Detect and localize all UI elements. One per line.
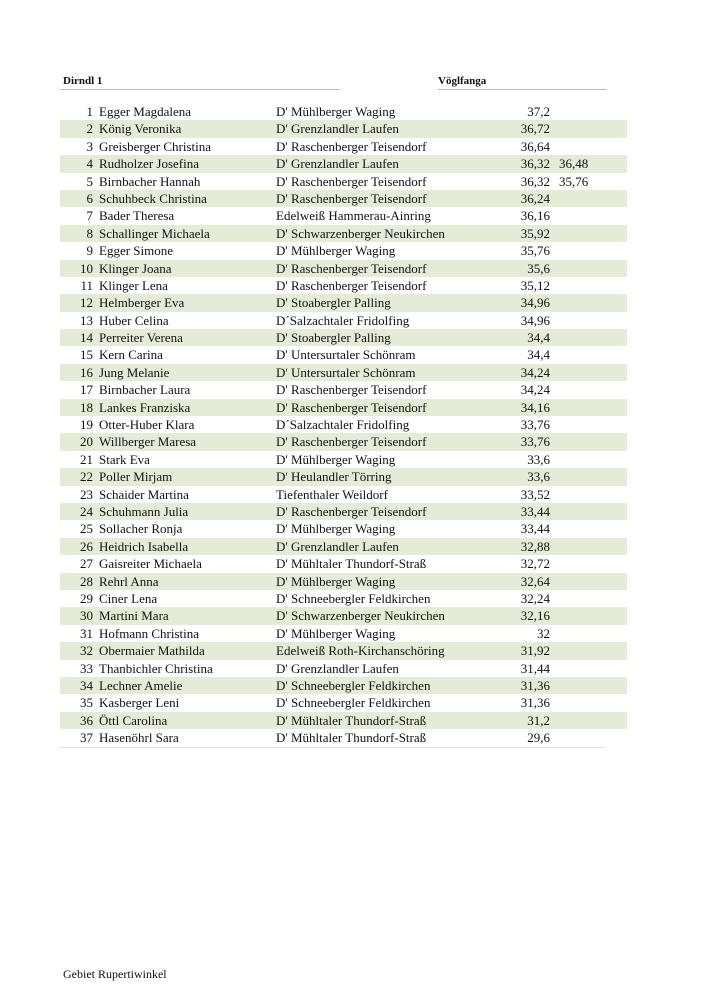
rank-cell: 7 [86,208,93,224]
name-cell: Heidrich Isabella [99,538,189,554]
table-row [60,155,627,172]
rank-cell: 19 [80,417,93,433]
club-cell: D' Schwarzenberger Neukirchen [276,608,445,624]
table-row [60,451,627,468]
score-cell: 36,16 [520,208,550,224]
rank-cell: 9 [86,243,93,259]
name-cell: Hasenöhrl Sara [99,730,179,746]
club-cell: D' Schneebergler Feldkirchen [276,695,431,711]
score-cell: 35,76 [520,243,550,259]
table-row [60,468,627,485]
discipline-heading: Vöglfanga [438,75,487,87]
rank-cell: 34 [80,677,93,693]
name-cell: Thanbichler Christina [99,660,213,676]
club-cell: D' Heulandler Törring [276,469,392,485]
score-cell: 34,4 [527,347,550,363]
name-cell: Martini Mara [99,608,169,624]
club-cell: D' Raschenberger Teisendorf [276,190,427,206]
table-row [60,399,627,416]
heading-rule-right [438,89,606,90]
table-row [60,433,627,450]
rank-cell: 33 [80,660,93,676]
club-cell: D' Raschenberger Teisendorf [276,138,427,154]
club-cell: D' Raschenberger Teisendorf [276,503,427,519]
name-cell: Egger Magdalena [99,104,192,119]
table-row [60,207,627,224]
page-footer: Gebiet Rupertiwinkel [63,967,167,981]
club-cell: Edelweiß Roth-Kirchanschöring [276,643,445,659]
name-cell: Rehrl Anna [99,573,159,589]
table-row [60,642,627,659]
score-cell: 34,96 [520,312,550,328]
score-cell: 32,16 [520,608,550,624]
table-row [60,120,627,137]
table-row [60,607,627,624]
club-cell: D' Stoabergler Palling [276,330,391,346]
table-row [60,242,627,259]
club-cell: D' Stoabergler Palling [276,295,391,311]
club-cell: D' Grenzlandler Laufen [276,156,399,172]
rank-cell: 20 [80,434,93,450]
rank-cell: 35 [80,695,93,711]
rank-cell: 13 [80,312,93,328]
club-cell: D' Grenzlandler Laufen [276,660,399,676]
club-cell: D' Mühltaler Thundorf-Straß [276,730,427,746]
rank-cell: 29 [80,590,93,606]
name-cell: Helmberger Eva [99,295,185,311]
name-cell: Lechner Amelie [99,677,183,693]
name-cell: Birnbacher Hannah [99,173,201,189]
rank-cell: 6 [86,190,93,206]
name-cell: Otter-Huber Klara [99,417,195,433]
name-cell: Kern Carina [99,347,163,363]
table-row [60,416,627,433]
club-cell: D' Mühlberger Waging [276,573,396,589]
rank-cell: 18 [80,399,93,415]
club-cell: D' Untersurtaler Schönram [276,347,416,363]
rank-cell: 30 [80,608,93,624]
score-cell: 36,32 [520,173,550,189]
extra-score-cell: 36,48 [559,156,589,172]
score-cell: 33,52 [520,486,550,502]
score-cell: 34,24 [520,364,550,380]
name-cell: Poller Mirjam [99,469,173,485]
rank-cell: 25 [80,521,93,537]
category-heading: Dirndl 1 [63,75,103,87]
name-cell: Perreiter Verena [99,330,183,346]
club-cell: D' Raschenberger Teisendorf [276,382,427,398]
table-row [60,225,627,242]
table-row [60,260,627,277]
name-cell: Sollacher Ronja [99,521,183,537]
name-cell: Ciner Lena [99,590,158,606]
score-cell: 31,44 [520,660,550,676]
club-cell: D' Schneebergler Feldkirchen [276,590,431,606]
table-row [60,555,627,572]
score-cell: 32,24 [520,590,550,606]
table-row [60,677,627,694]
score-cell: 34,4 [527,330,550,346]
score-cell: 34,96 [520,295,550,311]
table-row [60,573,627,590]
rank-cell: 3 [86,138,93,154]
club-cell: D' Mühlberger Waging [276,104,396,119]
rank-cell: 15 [80,347,93,363]
score-cell: 37,2 [527,104,550,119]
score-cell: 32 [537,625,550,641]
table-row [60,277,627,294]
rank-cell: 16 [80,364,93,380]
club-cell: Edelweiß Hammerau-Ainring [276,208,431,224]
name-cell: Bader Theresa [99,208,175,224]
rank-cell: 22 [80,469,93,485]
table-row [60,138,627,155]
name-cell: Öttl Carolina [99,712,168,728]
name-cell: Egger Simone [99,243,174,259]
name-cell: Schaider Martina [99,486,189,502]
extra-score-cell: 35,76 [559,173,589,189]
name-cell: Klinger Joana [99,260,172,276]
heading-rule-left [60,89,340,90]
score-cell: 33,44 [520,521,550,537]
club-cell: D' Raschenberger Teisendorf [276,260,427,276]
rank-cell: 26 [80,538,93,554]
score-cell: 35,12 [520,277,550,293]
table-row [60,520,627,537]
name-cell: Klinger Lena [99,277,168,293]
table-row [60,173,627,190]
score-cell: 32,64 [520,573,550,589]
rank-cell: 2 [86,121,93,137]
rank-cell: 28 [80,573,93,589]
rank-cell: 32 [80,643,93,659]
club-cell: D´Salzachtaler Fridolfing [276,312,410,328]
rank-cell: 31 [80,625,93,641]
club-cell: D' Raschenberger Teisendorf [276,399,427,415]
table-row [60,625,627,642]
score-cell: 31,36 [520,695,550,711]
rank-cell: 5 [86,173,93,189]
name-cell: Schuhbeck Christina [99,190,207,206]
club-cell: D' Mühlberger Waging [276,521,396,537]
name-cell: Obermaier Mathilda [99,643,205,659]
club-cell: D' Schwarzenberger Neukirchen [276,225,445,241]
score-cell: 32,72 [520,556,550,572]
club-cell: D' Grenzlandler Laufen [276,121,399,137]
score-cell: 36,64 [520,138,550,154]
score-cell: 29,6 [527,730,550,746]
club-cell: D' Schneebergler Feldkirchen [276,677,431,693]
club-cell: Tiefenthaler Weildorf [276,486,388,502]
name-cell: Huber Celina [99,312,169,328]
score-cell: 33,44 [520,503,550,519]
score-cell: 34,24 [520,382,550,398]
table-row [60,329,627,346]
table-row [60,190,627,207]
name-cell: Stark Eva [99,451,150,467]
club-cell: D' Grenzlandler Laufen [276,538,399,554]
rank-cell: 1 [86,104,93,119]
rank-cell: 12 [80,295,93,311]
rank-cell: 8 [86,225,93,241]
score-cell: 31,2 [527,712,550,728]
rank-cell: 23 [80,486,93,502]
rank-cell: 17 [80,382,93,398]
name-cell: Jung Melanie [99,364,170,380]
name-cell: Lankes Franziska [99,399,191,415]
club-cell: D' Raschenberger Teisendorf [276,173,427,189]
table-row [60,590,627,607]
rank-cell: 36 [80,712,93,728]
score-cell: 33,76 [520,434,550,450]
score-cell: 35,92 [520,225,550,241]
score-cell: 33,6 [527,451,550,467]
score-cell: 35,6 [527,260,550,276]
club-cell: D' Untersurtaler Schönram [276,364,416,380]
club-cell: D' Mühltaler Thundorf-Straß [276,712,427,728]
rank-cell: 27 [80,556,93,572]
score-cell: 31,92 [520,643,550,659]
name-cell: Greisberger Christina [99,138,212,154]
club-cell: D´Salzachtaler Fridolfing [276,417,410,433]
rank-cell: 24 [80,503,93,519]
table-row [60,503,627,520]
club-cell: D' Raschenberger Teisendorf [276,434,427,450]
table-row [60,729,627,746]
name-cell: Willberger Maresa [99,434,197,450]
rank-cell: 4 [86,156,93,172]
rank-cell: 14 [80,330,93,346]
table-row [60,294,627,311]
score-cell: 36,72 [520,121,550,137]
name-cell: König Veronika [99,121,182,137]
score-cell: 34,16 [520,399,550,415]
name-cell: Kasberger Leni [99,695,180,711]
club-cell: D' Raschenberger Teisendorf [276,277,427,293]
name-cell: Schuhmann Julia [99,503,189,519]
table-bottom-rule [60,747,606,748]
table-row [60,538,627,555]
name-cell: Hofmann Christina [99,625,200,641]
rank-cell: 21 [80,451,93,467]
rank-cell: 11 [80,277,93,293]
name-cell: Rudholzer Josefina [99,156,200,172]
name-cell: Gaisreiter Michaela [99,556,202,572]
score-cell: 32,88 [520,538,550,554]
table-row [60,694,627,711]
score-cell: 33,6 [527,469,550,485]
club-cell: D' Mühltaler Thundorf-Straß [276,556,427,572]
table-row [60,312,627,329]
results-table [60,103,627,746]
club-cell: D' Mühlberger Waging [276,243,396,259]
table-row [60,103,627,120]
table-row [60,364,627,381]
table-row [60,712,627,729]
club-cell: D' Mühlberger Waging [276,451,396,467]
table-row [60,346,627,363]
score-cell: 33,76 [520,417,550,433]
rank-cell: 37 [80,730,93,746]
score-cell: 31,36 [520,677,550,693]
table-row [60,486,627,503]
club-cell: D' Mühlberger Waging [276,625,396,641]
rank-cell: 10 [80,260,93,276]
score-cell: 36,24 [520,190,550,206]
table-row [60,381,627,398]
table-row [60,660,627,677]
score-cell: 36,32 [520,156,550,172]
name-cell: Birnbacher Laura [99,382,191,398]
name-cell: Schallinger Michaela [99,225,210,241]
